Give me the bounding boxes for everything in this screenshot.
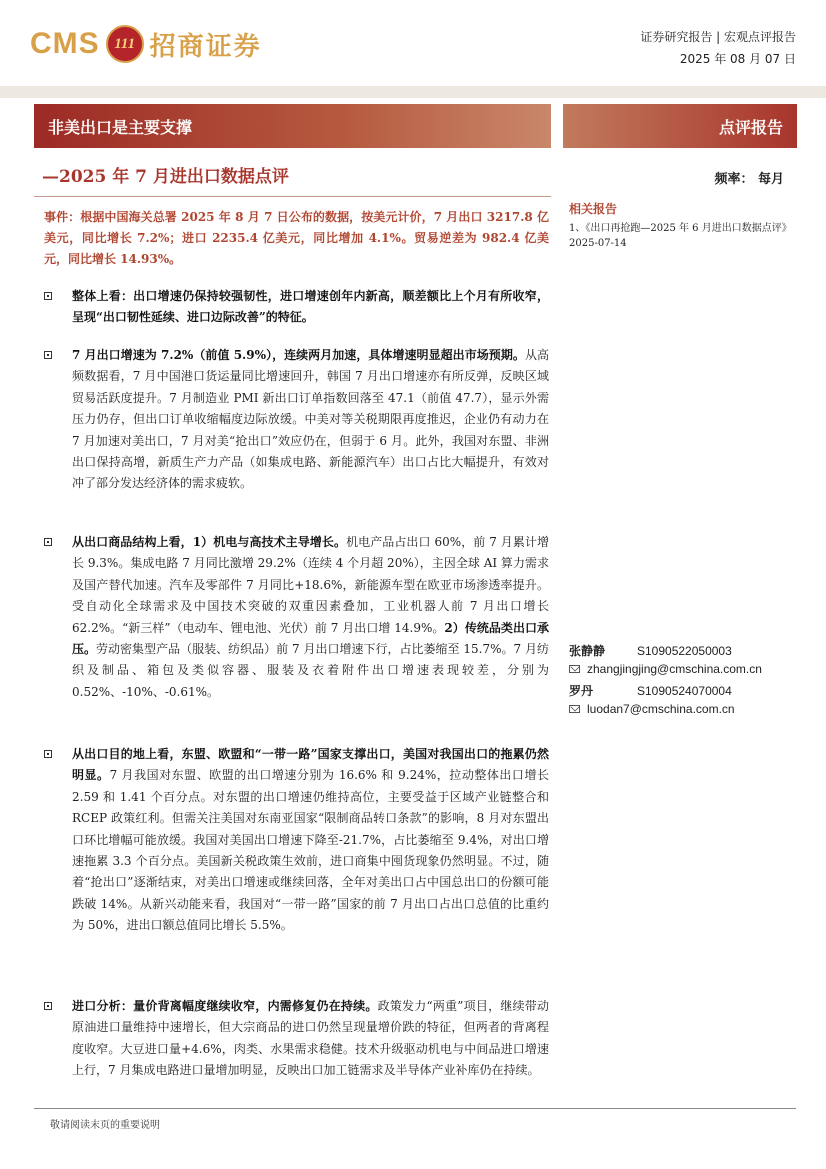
report-subtitle: —2025 年 7 月进出口数据点评: [42, 167, 289, 187]
event-summary: 事件：根据中国海关总署 2025 年 8 月 7 日公布的数据，按美元计价，7 月出口 3217.8 亿美元，同比增长 7.2%；进口 2235.4 亿美元，同比增加 4.1%。贸易逆差为 982.4 亿美元，同比增长 14.93%。: [44, 210, 549, 266]
divider: [34, 196, 551, 197]
bullet-lead: 整体上看：出口增速仍保持较强韧性，进口增速创年内新高，顺差额比上个月有所收窄，呈现“出口韧性延续、进口边际改善”的特征。: [72, 289, 549, 325]
email-address[interactable]: zhangjingjing@cmschina.com.cn: [587, 662, 762, 676]
frequency-label: 频率： 每月: [714, 172, 784, 187]
bullet-overview: [44, 286, 549, 329]
bullet-body: 政策发力“两重”项目，继续带动原油进口量维持中速增长，但大宗商品的进口仍然呈现量增价跌的特征，但两者的背离程度收窄。大豆进口量+4.6%，肉类、水果需求稳健。技术升级驱动机电与中间品进口增速上行，7 月集成电路进口量增加明显，反映出口加工链需求及半导体产业补库仍在持续。: [72, 999, 549, 1078]
bullet-body: 从高频数据看，7 月中国港口货运量同比增速回升，韩国 7 月出口增速亦有所反弹，反映区域贸易活跃度提升。7 月制造业 PMI 新出口订单指数回落至 47.1（前值 47.7），显示外需压力仍存，但出口订单收缩幅度边际放缓。中美对等关税期限再度推迟，企业仍有动力在 7 月加速对美出口，7 月对美“抢出口”效应仍在，但弱于 6 月。此外，我国对东盟、非洲出口保持高增，新质生产力产品（如集成电路、新能源汽车）出口占比大幅提升，有效对冲了部分发达经济体的需求疲软。: [72, 348, 549, 491]
footer-divider: [34, 1108, 796, 1109]
report-type: 证券研究报告 | 宏观点评报告: [640, 30, 796, 44]
related-report-link[interactable]: 1、《出口再抢跑—2025 年 6 月进出口数据点评》2025-07-14: [569, 223, 787, 249]
envelope-icon: [569, 705, 580, 713]
logo-chinese: 招商证券: [149, 31, 262, 62]
analyst-1: [569, 642, 732, 659]
analyst-1-email[interactable]: [569, 662, 762, 676]
bullet-lead: 从出口目的地上看，东盟、欧盟和“一带一路”国家支撑出口，美国对我国出口的拖累仍然明显。: [72, 747, 549, 783]
title-banner: [34, 104, 551, 148]
bullet-export-growth: [44, 345, 549, 495]
bullet-lead: 进口分析：量价背离幅度继续收窄，内需修复仍在持续。: [72, 999, 378, 1013]
email-address[interactable]: luodan7@cmschina.com.cn: [587, 702, 735, 716]
cms-emblem-icon: 111: [106, 25, 144, 63]
side-banner: [563, 104, 797, 148]
report-date: 2025 年 08 月 07 日: [679, 52, 796, 66]
square-bullet-icon: [44, 538, 52, 546]
analyst-cert: S1090524070004: [637, 684, 732, 698]
square-bullet-icon: [44, 1002, 52, 1010]
report-category: 点评报告: [718, 117, 783, 137]
analyst-2-email[interactable]: [569, 702, 735, 716]
logo-latin: CMS: [30, 27, 100, 60]
analyst-name: 罗丹: [569, 684, 594, 698]
envelope-icon: [569, 665, 580, 673]
bullet-text: [72, 744, 549, 937]
bullet-text: [72, 996, 549, 1082]
analyst-cert: S1090522050003: [637, 644, 732, 658]
bullet-text: [72, 345, 549, 495]
bullet-lead-2: 2）传统品类出口承压。: [72, 620, 549, 657]
bullet-body: 机电产品占出口 60%，前 7 月累计增长 9.3%。集成电路 7 月同比激增 29.2%（连续 4 个月超 20%），主因全球 AI 算力需求及国产替代加速。汽车及零部件 7 月同比+18.6%，新能源车型在欧亚市场渗透率提升。受自动化全球需求及中国技术突破的双重因素叠加，工业机器人前 7 月出口增长 62.2%。“新三样”（电动车、锂电池、光伏）前 7 月出口增 14.9%。: [72, 535, 549, 635]
report-title: 非美出口是主要支撑: [48, 117, 193, 137]
bullet-export-destination: [44, 744, 549, 937]
bullet-lead: 从出口商品结构上看，1）机电与高技术主导增长。: [72, 535, 347, 549]
analyst-name: 张静静: [569, 644, 606, 658]
bullet-text: [72, 532, 549, 703]
header-band: [0, 86, 826, 98]
square-bullet-icon: [44, 750, 52, 758]
footer-note: 敬请阅读末页的重要说明: [50, 1120, 160, 1131]
square-bullet-icon: [44, 292, 52, 300]
analyst-2: [569, 682, 732, 699]
bullet-lead: 7 月出口增速为 7.2%（前值 5.9%），连续两月加速，具体增速明显超出市场预期。: [72, 348, 525, 362]
bullet-text: [72, 286, 549, 329]
bullet-body: 7 月我国对东盟、欧盟的出口增速分别为 16.6% 和 9.24%，拉动整体出口增长 2.59 和 1.41 个百分点。对东盟的出口增速仍维持高位，主要受益于区域产业链整合和 RCEP 政策红利。但需关注美国对东南亚国家“限制商品转口条款”的影响，8 月对东盟出口环比增幅可能放缓。我国对美国出口增速下降至-21.7%，占比萎缩至 9.4%，对出口增速拖累 3.3 个百分点。美国新关税政策生效前，进口商集中囤货现象仍然明显。不过，随着“抢出口”逐渐结束，对美出口增速或继续回落，全年对美出口占中国总出口的份额可能跌破 14%。从新兴动能来看，我国对“一带一路”国家的前 7 月出口占出口总值的比重约为 50%，进出口额总值同比增长 5.5%。: [72, 768, 549, 933]
bullet-export-structure: [44, 532, 549, 703]
company-logo: [30, 22, 262, 66]
square-bullet-icon: [44, 351, 52, 359]
related-reports-heading: 相关报告: [569, 202, 618, 216]
bullet-body-2: 劳动密集型产品（服装、纺织品）前 7 月出口增速下行，占比萎缩至 15.7%。7 月纺织及制品、箱包及类似容器、服装及衣着附件出口增速表现较差，分别为 0.52%、-10%、-0.61%。: [72, 642, 549, 699]
bullet-import-analysis: [44, 996, 549, 1082]
